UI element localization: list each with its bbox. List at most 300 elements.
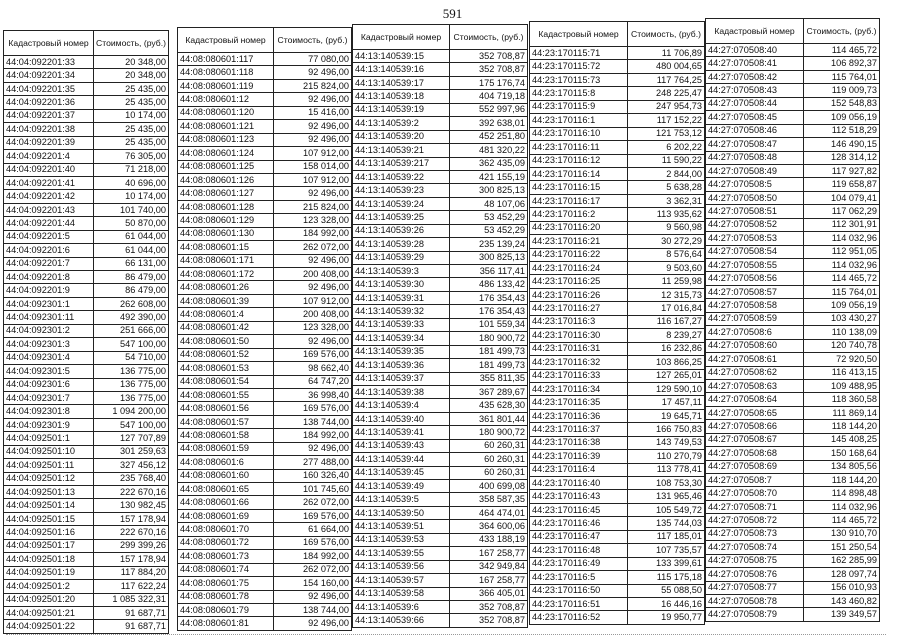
cadastral-number: 44:13:140539:56 (353, 560, 450, 573)
cadastral-number: 44:23:170116:10 (530, 127, 628, 140)
cadastral-number: 44:27:070508:74 (706, 541, 804, 554)
cadastral-number: 44:04:092201:44 (4, 217, 94, 230)
cost-value: 452 251,80 (450, 130, 528, 143)
cost-value: 129 590,10 (628, 382, 705, 395)
table-row (178, 362, 352, 375)
cost-value: 152 548,83 (804, 97, 880, 110)
table-row (706, 500, 880, 513)
cost-value: 114 465,72 (804, 44, 880, 57)
cadastral-number: 44:13:140539:41 (353, 426, 450, 439)
cost-value: 117 152,22 (628, 114, 705, 127)
cadastral-number: 44:13:140539:6 (353, 600, 450, 613)
cadastral-number: 44:13:140539:17 (353, 76, 450, 89)
table-row (530, 329, 705, 342)
cost-value: 110 270,79 (628, 450, 705, 463)
cost-value: 114 465,72 (804, 514, 880, 527)
cost-value: 362 435,09 (450, 157, 528, 170)
cost-value: 92 496,00 (274, 93, 352, 106)
table-row (706, 299, 880, 312)
cadastral-number: 44:04:092301:3 (4, 338, 94, 351)
cost-value: 123 328,00 (274, 321, 352, 334)
cost-value: 10 174,00 (94, 109, 169, 122)
cadastral-number: 44:04:092501:15 (4, 512, 94, 525)
cost-value: 71 218,00 (94, 163, 169, 176)
table-row (706, 138, 880, 151)
cadastral-number: 44:04:092301:8 (4, 405, 94, 418)
table-row (706, 97, 880, 110)
table-row (4, 150, 169, 163)
cost-value: 50 870,00 (94, 217, 169, 230)
table-row (353, 251, 528, 264)
page-footer-line (6, 634, 886, 638)
table-row (530, 181, 705, 194)
cost-value: 114 032,96 (804, 500, 880, 513)
cadastral-number: 44:04:092201:37 (4, 109, 94, 122)
cadastral-number: 44:08:080601:70 (178, 523, 274, 536)
cost-value: 109 056,19 (804, 299, 880, 312)
cadastral-number: 44:27:070508:60 (706, 339, 804, 352)
cadastral-number: 44:27:070508:66 (706, 420, 804, 433)
cost-value: 169 576,00 (274, 348, 352, 361)
cost-value: 262 072,00 (274, 241, 352, 254)
cost-value: 111 869,14 (804, 406, 880, 419)
cadastral-number: 44:08:080601:81 (178, 617, 274, 630)
cadastral-number: 44:27:070508:68 (706, 447, 804, 460)
cadastral-number: 44:27:070508:58 (706, 299, 804, 312)
cost-value: 1 094 200,00 (94, 405, 169, 418)
cost-value: 146 490,15 (804, 138, 880, 151)
cadastral-number: 44:27:070508:62 (706, 366, 804, 379)
cost-value: 120 740,78 (804, 339, 880, 352)
cadastral-number: 44:04:092201:36 (4, 96, 94, 109)
cost-value: 486 133,42 (450, 278, 528, 291)
cadastral-number: 44:08:080601:57 (178, 415, 274, 428)
table-row (4, 566, 169, 579)
table-row (4, 580, 169, 593)
cost-value: 92 496,00 (274, 133, 352, 146)
cost-value: 150 168,64 (804, 447, 880, 460)
table-row (706, 379, 880, 392)
table-row (178, 241, 352, 254)
table-row (4, 96, 169, 109)
cost-value: 176 354,43 (450, 291, 528, 304)
table-row (353, 480, 528, 493)
cost-value: 300 825,13 (450, 184, 528, 197)
cost-value: 262 072,00 (274, 563, 352, 576)
cost-value: 127 265,01 (628, 369, 705, 382)
cadastral-number: 44:08:080601:53 (178, 362, 274, 375)
table-row (530, 73, 705, 86)
table-row (530, 611, 705, 624)
cost-value: 107 735,57 (628, 544, 705, 557)
cadastral-number: 44:04:092201:40 (4, 163, 94, 176)
cadastral-number: 44:23:170116:12 (530, 154, 628, 167)
cost-value: 200 408,00 (274, 268, 352, 281)
cadastral-number: 44:27:070508:78 (706, 594, 804, 607)
table-row (178, 577, 352, 590)
cost-value: 19 645,71 (628, 409, 705, 422)
table-row (178, 429, 352, 442)
table-row (178, 563, 352, 576)
cost-value: 66 131,00 (94, 257, 169, 270)
table-row (4, 486, 169, 499)
cost-value: 248 225,47 (628, 87, 705, 100)
header-cost: Стоимость, (руб.) (628, 22, 705, 47)
cadastral-number: 44:13:140539:30 (353, 278, 450, 291)
table-row (178, 321, 352, 334)
cadastral-number: 44:08:080601:60 (178, 469, 274, 482)
cadastral-number: 44:04:092501:12 (4, 472, 94, 485)
cost-value: 40 696,00 (94, 176, 169, 189)
cadastral-number: 44:23:170115:72 (530, 60, 628, 73)
cadastral-number: 44:08:080601:117 (178, 53, 274, 66)
cost-value: 433 188,19 (450, 533, 528, 546)
cadastral-number: 44:23:170116:11 (530, 141, 628, 154)
cost-value: 200 408,00 (274, 308, 352, 321)
cadastral-number: 44:27:070508:69 (706, 460, 804, 473)
cadastral-number: 44:27:070508:52 (706, 218, 804, 231)
cadastral-number: 44:08:080601:26 (178, 281, 274, 294)
cadastral-number: 44:27:070508:45 (706, 111, 804, 124)
cadastral-number: 44:08:080601:121 (178, 120, 274, 133)
cost-value: 60 260,31 (450, 439, 528, 452)
cadastral-number: 44:13:140539:40 (353, 412, 450, 425)
table-row (530, 100, 705, 113)
cost-value: 121 753,12 (628, 127, 705, 140)
cadastral-number: 44:08:080601:119 (178, 79, 274, 92)
cost-value: 117 185,01 (628, 530, 705, 543)
cadastral-number: 44:23:170116:3 (530, 315, 628, 328)
cost-value: 352 708,87 (450, 614, 528, 627)
table-row (706, 487, 880, 500)
header-cadastral: Кадастровый номер (353, 25, 450, 50)
cadastral-number: 44:04:092301:5 (4, 365, 94, 378)
cadastral-number: 44:13:140539:37 (353, 372, 450, 385)
cost-value: 92 496,00 (274, 617, 352, 630)
cadastral-number: 44:04:092501:17 (4, 539, 94, 552)
cadastral-number: 44:23:170116:15 (530, 181, 628, 194)
cost-value: 115 764,01 (804, 285, 880, 298)
cost-value: 112 518,29 (804, 124, 880, 137)
header-cost: Стоимость, (руб.) (274, 28, 352, 53)
table-row (706, 70, 880, 83)
cost-value: 115 175,18 (628, 571, 705, 584)
table-row (706, 447, 880, 460)
cost-value: 77 080,00 (274, 53, 352, 66)
table-row (706, 554, 880, 567)
cost-value: 112 951,05 (804, 245, 880, 258)
table-row (178, 160, 352, 173)
cadastral-number: 44:23:170115:9 (530, 100, 628, 113)
cadastral-number: 44:13:140539:55 (353, 547, 450, 560)
cost-value: 167 258,77 (450, 574, 528, 587)
cadastral-number: 44:04:092301:9 (4, 418, 94, 431)
cadastral-number: 44:27:070508:55 (706, 259, 804, 272)
cadastral-number: 44:08:080601:74 (178, 563, 274, 576)
table-row (530, 154, 705, 167)
header-cost: Стоимость, (руб.) (94, 31, 169, 56)
cadastral-number: 44:23:170115:73 (530, 73, 628, 86)
cadastral-number: 44:27:070508:57 (706, 285, 804, 298)
cadastral-number: 44:04:092201:33 (4, 56, 94, 69)
table-row (4, 136, 169, 149)
cost-value: 235 768,40 (94, 472, 169, 485)
table-row (530, 194, 705, 207)
cost-value: 143 460,82 (804, 594, 880, 607)
cadastral-number: 44:04:092501:16 (4, 526, 94, 539)
cadastral-number: 44:08:080601:79 (178, 603, 274, 616)
table-row (178, 456, 352, 469)
cost-value: 55 088,50 (628, 584, 705, 597)
cost-value: 235 139,24 (450, 238, 528, 251)
cadastral-number: 44:27:070508:50 (706, 191, 804, 204)
cost-value: 358 587,35 (450, 493, 528, 506)
cost-value: 61 664,00 (274, 523, 352, 536)
table-row (4, 512, 169, 525)
cost-value: 2 844,00 (628, 167, 705, 180)
cadastral-number: 44:13:140539:43 (353, 439, 450, 452)
cost-value: 547 100,00 (94, 418, 169, 431)
cadastral-number: 44:08:080601:72 (178, 536, 274, 549)
cadastral-number: 44:23:170116:36 (530, 409, 628, 422)
table-row (353, 614, 528, 627)
table-row (353, 305, 528, 318)
cadastral-number: 44:27:070508:7 (706, 474, 804, 487)
table-row (353, 560, 528, 573)
cadastral-number: 44:08:080601:50 (178, 335, 274, 348)
table-row (353, 345, 528, 358)
cadastral-number: 44:13:140539:50 (353, 506, 450, 519)
cadastral-number: 44:04:092201:7 (4, 257, 94, 270)
table-row (178, 402, 352, 415)
cadastral-number: 44:08:080601:130 (178, 227, 274, 240)
cost-value: 108 753,30 (628, 477, 705, 490)
table-row (353, 90, 528, 103)
cadastral-number: 44:13:140539:217 (353, 157, 450, 170)
table-row (706, 124, 880, 137)
table-row (4, 593, 169, 606)
cadastral-number: 44:23:170116:43 (530, 490, 628, 503)
table-row (530, 477, 705, 490)
table-row (706, 474, 880, 487)
table-header-row (178, 28, 352, 53)
cadastral-number: 44:23:170116:24 (530, 262, 628, 275)
cost-value: 400 699,08 (450, 480, 528, 493)
cost-value: 30 272,29 (628, 235, 705, 248)
cost-value: 114 898,48 (804, 487, 880, 500)
header-cadastral: Кадастровый номер (178, 28, 274, 53)
table-row (178, 617, 352, 630)
cost-value: 156 010,93 (804, 581, 880, 594)
table-row (706, 339, 880, 352)
table-row (530, 450, 705, 463)
cost-value: 119 009,73 (804, 84, 880, 97)
cadastral-number: 44:13:140539:3 (353, 265, 450, 278)
cost-value: 480 004,65 (628, 60, 705, 73)
cost-value: 116 167,27 (628, 315, 705, 328)
table-row (4, 271, 169, 284)
cadastral-number: 44:23:170116:22 (530, 248, 628, 261)
cost-value: 105 549,72 (628, 503, 705, 516)
cadastral-number: 44:23:170116:20 (530, 221, 628, 234)
table-row (530, 315, 705, 328)
cost-value: 464 474,01 (450, 506, 528, 519)
cadastral-number: 44:27:070508:54 (706, 245, 804, 258)
cost-value: 91 687,71 (94, 620, 169, 633)
cost-value: 17 457,11 (628, 396, 705, 409)
table-row (178, 214, 352, 227)
cost-value: 106 892,37 (804, 57, 880, 70)
cost-value: 11 590,22 (628, 154, 705, 167)
cost-value: 110 138,09 (804, 326, 880, 339)
cost-value: 92 496,00 (274, 254, 352, 267)
cadastral-number: 44:13:140539:51 (353, 520, 450, 533)
cost-value: 76 305,00 (94, 150, 169, 163)
cost-value: 128 097,74 (804, 568, 880, 581)
table-row (353, 587, 528, 600)
cadastral-number: 44:27:070508:77 (706, 581, 804, 594)
cost-value: 92 496,00 (274, 66, 352, 79)
cost-value: 547 100,00 (94, 338, 169, 351)
cost-value: 158 014,00 (274, 160, 352, 173)
price-table-1 (3, 30, 169, 634)
cadastral-number: 44:08:080601:124 (178, 147, 274, 160)
price-table-2 (177, 27, 352, 631)
cadastral-number: 44:08:080601:69 (178, 509, 274, 522)
cost-value: 352 708,87 (450, 63, 528, 76)
table-row (4, 109, 169, 122)
cadastral-number: 44:23:170116:39 (530, 450, 628, 463)
cost-value: 60 260,31 (450, 466, 528, 479)
cadastral-number: 44:23:170116:50 (530, 584, 628, 597)
cost-value: 119 658,87 (804, 178, 880, 191)
cadastral-number: 44:13:140539:23 (353, 184, 450, 197)
table-row (4, 230, 169, 243)
cadastral-number: 44:23:170116:1 (530, 114, 628, 127)
table-row (706, 205, 880, 218)
cadastral-number: 44:27:070508:73 (706, 527, 804, 540)
cost-value: 247 954,73 (628, 100, 705, 113)
table-header-row (706, 19, 880, 44)
cost-value: 176 354,43 (450, 305, 528, 318)
table-row (178, 227, 352, 240)
cost-value: 54 710,00 (94, 351, 169, 364)
table-row (353, 318, 528, 331)
table-row (530, 356, 705, 369)
table-row (4, 190, 169, 203)
cadastral-number: 44:08:080601:172 (178, 268, 274, 281)
table-row (178, 53, 352, 66)
cadastral-number: 44:27:070508:40 (706, 44, 804, 57)
table-row (4, 499, 169, 512)
cadastral-number: 44:27:070508:53 (706, 232, 804, 245)
cadastral-number: 44:27:070508:65 (706, 406, 804, 419)
table-header-row (530, 22, 705, 47)
cadastral-number: 44:08:080601:126 (178, 173, 274, 186)
table-row (353, 184, 528, 197)
table-row (530, 503, 705, 516)
table-row (706, 312, 880, 325)
cadastral-number: 44:13:140539:19 (353, 103, 450, 116)
table-row (353, 385, 528, 398)
cost-value: 92 496,00 (274, 187, 352, 200)
table-row (4, 459, 169, 472)
cost-value: 16 446,16 (628, 597, 705, 610)
table-row (353, 265, 528, 278)
cost-value: 91 687,71 (94, 606, 169, 619)
table-row (353, 130, 528, 143)
cost-value: 162 285,99 (804, 554, 880, 567)
cadastral-number: 44:08:080601:125 (178, 160, 274, 173)
cost-value: 175 176,74 (450, 76, 528, 89)
cadastral-number: 44:27:070508:49 (706, 164, 804, 177)
table-row (706, 393, 880, 406)
cadastral-number: 44:08:080601:58 (178, 429, 274, 442)
cadastral-number: 44:27:070508:5 (706, 178, 804, 191)
cadastral-number: 44:08:080601:120 (178, 106, 274, 119)
table-row (706, 406, 880, 419)
table-row (706, 527, 880, 540)
cost-value: 113 778,41 (628, 463, 705, 476)
cost-value: 86 479,00 (94, 271, 169, 284)
cadastral-number: 44:27:070508:47 (706, 138, 804, 151)
table-row (178, 442, 352, 455)
table-row (4, 365, 169, 378)
cost-value: 92 496,00 (274, 335, 352, 348)
table-row (353, 76, 528, 89)
table-row (353, 547, 528, 560)
cadastral-number: 44:08:080601:171 (178, 254, 274, 267)
cost-value: 300 825,13 (450, 251, 528, 264)
table-row (530, 167, 705, 180)
cost-value: 109 056,19 (804, 111, 880, 124)
table-row (4, 351, 169, 364)
table-row (178, 120, 352, 133)
table-row (4, 163, 169, 176)
cost-value: 1 085 322,31 (94, 593, 169, 606)
table-row (353, 170, 528, 183)
price-table-4 (529, 21, 705, 625)
cost-value: 181 499,73 (450, 345, 528, 358)
cost-value: 48 107,06 (450, 197, 528, 210)
table-row (530, 288, 705, 301)
cadastral-number: 44:27:070508:75 (706, 554, 804, 567)
cadastral-number: 44:08:080601:52 (178, 348, 274, 361)
table-row (178, 415, 352, 428)
cadastral-number: 44:27:070508:59 (706, 312, 804, 325)
cadastral-number: 44:08:080601:78 (178, 590, 274, 603)
table-row (530, 47, 705, 60)
cadastral-number: 44:23:170116:52 (530, 611, 628, 624)
table-row (178, 308, 352, 321)
table-row (530, 396, 705, 409)
cost-value: 435 628,30 (450, 399, 528, 412)
cadastral-number: 44:27:070508:56 (706, 272, 804, 285)
cadastral-number: 44:27:070508:79 (706, 608, 804, 621)
cadastral-number: 44:13:140539:18 (353, 90, 450, 103)
table-row (353, 520, 528, 533)
cost-value: 8 239,27 (628, 329, 705, 342)
cost-value: 492 390,00 (94, 311, 169, 324)
cadastral-number: 44:23:170115:71 (530, 47, 628, 60)
cadastral-number: 44:23:170116:26 (530, 288, 628, 301)
table-row (530, 248, 705, 261)
table-row (530, 114, 705, 127)
cost-value: 115 764,01 (804, 70, 880, 83)
cadastral-number: 44:13:140539:58 (353, 587, 450, 600)
table-row (530, 584, 705, 597)
table-row (353, 453, 528, 466)
